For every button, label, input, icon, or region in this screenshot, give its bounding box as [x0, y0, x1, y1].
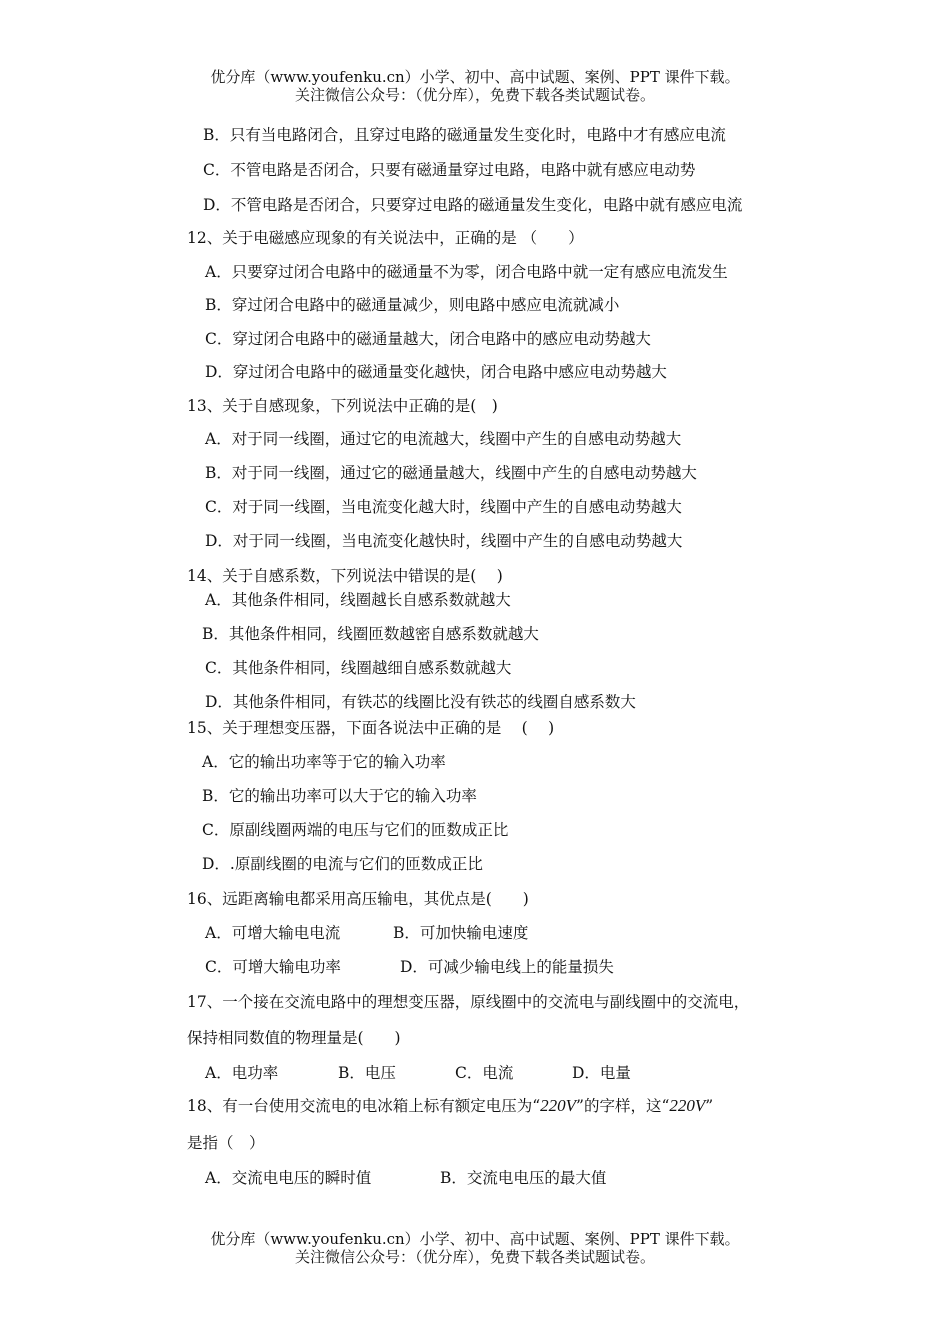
q18-stem-line-1: [187, 1096, 713, 1116]
q18-option-b: B．交流电电压的最大值: [440, 1169, 607, 1187]
q18-stem-text-3: ”: [705, 1097, 714, 1115]
q12-option-c: C．穿过闭合电路中的磁通量越大，闭合电路中的感应电动势越大: [205, 330, 651, 348]
q11-option-d: D．不管电路是否闭合，只要穿过电路的磁通量发生变化，电路中就有感应电流: [203, 196, 743, 214]
q15-option-c: C．原副线圈两端的电压与它们的匝数成正比: [202, 821, 509, 839]
q18-option-a: A．交流电电压的瞬时值: [205, 1169, 372, 1187]
q16-option-c: C．可增大输电功率: [205, 958, 341, 976]
q14-stem: 14、关于自感系数，下列说法中错误的是( ): [187, 567, 503, 585]
q12-option-a: A．只要穿过闭合电路中的磁通量不为零，闭合电路中就一定有感应电流发生: [205, 263, 728, 281]
header-line-2: 关注微信公众号：（优分库），免费下载各类试题试卷。: [294, 86, 655, 104]
q18-stem-line-2: 是指（ ）: [187, 1134, 265, 1152]
q18-stem-text-2: ”的字样，这“: [576, 1097, 670, 1115]
q15-option-d: D．.原副线圈的电流与它们的匝数成正比: [202, 855, 483, 873]
q14-option-d: D．其他条件相同，有铁芯的线圈比没有铁芯的线圈自感系数大: [205, 693, 636, 711]
q12-stem: 12、关于电磁感应现象的有关说法中，正确的是 （ ）: [187, 229, 584, 247]
q16-option-b: B．可加快输电速度: [393, 924, 529, 942]
q17-option-d: D．电量: [572, 1064, 631, 1082]
q17-option-b: B．电压: [338, 1064, 396, 1082]
q18-stem-text-1: 18、有一台使用交流电的电冰箱上标有额定电压为“: [187, 1097, 541, 1115]
q13-option-c: C．对于同一线圈，当电流变化越大时，线圈中产生的自感电动势越大: [205, 498, 682, 516]
q17-option-c: C．电流: [455, 1064, 514, 1082]
q11-option-b: B．只有当电路闭合，且穿过电路的磁通量发生变化时，电路中才有感应电流: [203, 126, 726, 144]
footer-line-1: 优分库（www.youfenku.cn）小学、初中、高中试题、案例、PPT 课件下载。: [210, 1230, 740, 1248]
footer-line-2: 关注微信公众号：（优分库），免费下载各类试题试卷。: [294, 1248, 655, 1266]
page-footer: [0, 1230, 950, 1266]
header-line-1: 优分库（www.youfenku.cn）小学、初中、高中试题、案例、PPT 课件下载。: [210, 68, 740, 86]
q13-option-a: A．对于同一线圈，通过它的电流越大，线圈中产生的自感电动势越大: [205, 430, 682, 448]
q17-stem-line-1: 17、一个接在交流电路中的理想变压器，原线圈中的交流电与副线圈中的交流电，: [187, 993, 750, 1011]
q15-stem: 15、关于理想变压器，下面各说法中正确的是 ( ): [187, 719, 555, 737]
q14-option-c: C．其他条件相同，线圈越细自感系数就越大: [205, 659, 512, 677]
q16-option-d: D．可减少输电线上的能量损失: [400, 958, 614, 976]
q17-option-a: A．电功率: [205, 1064, 279, 1082]
q11-option-c: C．不管电路是否闭合，只要有磁通量穿过电路，电路中就有感应电动势: [203, 161, 696, 179]
q14-option-b: B．其他条件相同，线圈匝数越密自感系数就越大: [202, 625, 539, 643]
q12-option-b: B．穿过闭合电路中的磁通量减少，则电路中感应电流就减小: [205, 296, 620, 314]
q18-voltage-value-2: 220V: [669, 1096, 706, 1115]
page-header: [0, 68, 950, 104]
q18-voltage-value-1: 220V: [540, 1096, 577, 1115]
q14-option-a: A．其他条件相同，线圈越长自感系数就越大: [205, 591, 511, 609]
q16-stem: 16、远距离输电都采用高压输电，其优点是( ): [187, 890, 529, 908]
q16-option-a: A．可增大输电电流: [205, 924, 341, 942]
q17-stem-line-2: 保持相同数值的物理量是( ): [187, 1029, 401, 1047]
q13-option-b: B．对于同一线圈，通过它的磁通量越大，线圈中产生的自感电动势越大: [205, 464, 697, 482]
q12-option-d: D．穿过闭合电路中的磁通量变化越快，闭合电路中感应电动势越大: [205, 363, 667, 381]
q13-option-d: D．对于同一线圈，当电流变化越快时，线圈中产生的自感电动势越大: [205, 532, 683, 550]
q13-stem: 13、关于自感现象，下列说法中正确的是( ): [187, 397, 498, 415]
q15-option-b: B．它的输出功率可以大于它的输入功率: [202, 787, 477, 805]
q15-option-a: A．它的输出功率等于它的输入功率: [202, 753, 446, 771]
